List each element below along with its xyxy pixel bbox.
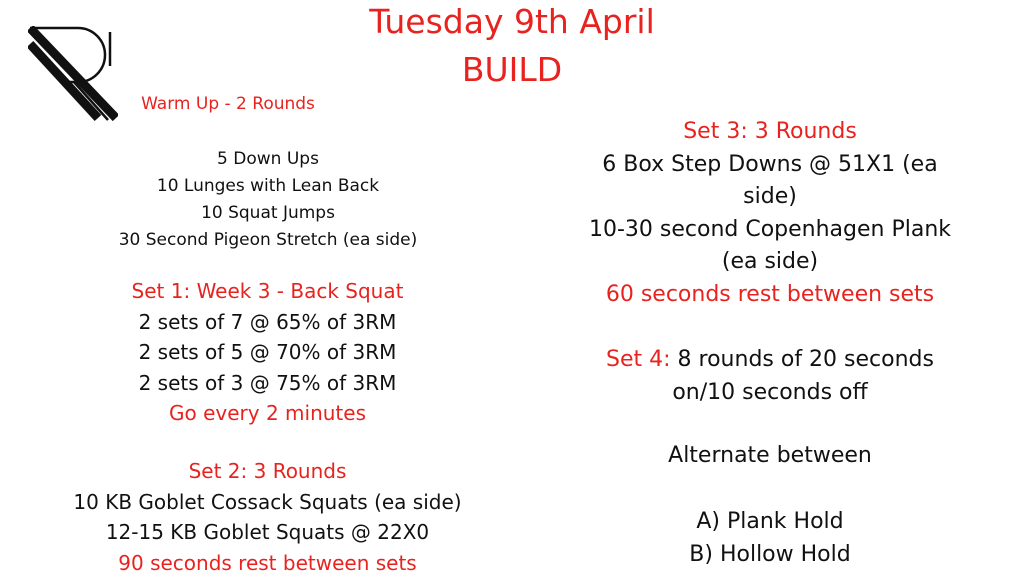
set4-block: [555, 344, 985, 409]
list-item: 10-30 second Copenhagen Plank: [555, 214, 985, 247]
page-title: Tuesday 9th April: [0, 2, 1024, 42]
page-subtitle: BUILD: [0, 50, 1024, 90]
set1-heading: Set 1: Week 3 - Back Squat: [30, 276, 505, 307]
set4-line-2: on/10 seconds off: [555, 377, 985, 410]
list-item: 6 Box Step Downs @ 51X1 (ea: [555, 149, 985, 182]
set2-heading: Set 2: 3 Rounds: [30, 456, 505, 487]
list-item: B) Hollow Hold: [555, 539, 985, 572]
list-item: 10 KB Goblet Cossack Squats (ea side): [30, 487, 505, 518]
alternate-options: [555, 506, 985, 571]
set2-note: 90 seconds rest between sets: [30, 548, 505, 578]
warmup-list: [38, 146, 498, 254]
list-item: 12-15 KB Goblet Squats @ 22X0: [30, 517, 505, 548]
list-item: 30 Second Pigeon Stretch (ea side): [38, 227, 498, 254]
list-item: A) Plank Hold: [555, 506, 985, 539]
list-item: 5 Down Ups: [38, 146, 498, 173]
list-item: 2 sets of 5 @ 70% of 3RM: [30, 337, 505, 368]
list-item: 2 sets of 3 @ 75% of 3RM: [30, 368, 505, 399]
set4-text: 8 rounds of 20 seconds: [671, 347, 934, 372]
set4-label: Set 4:: [606, 347, 671, 372]
warmup-heading: Warm Up - 2 Rounds: [38, 92, 418, 116]
list-item: 2 sets of 7 @ 65% of 3RM: [30, 307, 505, 338]
list-item: side): [555, 181, 985, 214]
set1-note: Go every 2 minutes: [30, 398, 505, 429]
list-item: 10 Squat Jumps: [38, 200, 498, 227]
list-item: (ea side): [555, 246, 985, 279]
set2-block: [30, 456, 505, 578]
set1-block: [30, 276, 505, 429]
list-item: 10 Lunges with Lean Back: [38, 173, 498, 200]
set3-note: 60 seconds rest between sets: [555, 279, 985, 312]
alternate-heading: Alternate between: [555, 440, 985, 473]
set4-line-1: [555, 344, 985, 377]
set3-block: [555, 116, 985, 311]
set3-heading: Set 3: 3 Rounds: [555, 116, 985, 149]
